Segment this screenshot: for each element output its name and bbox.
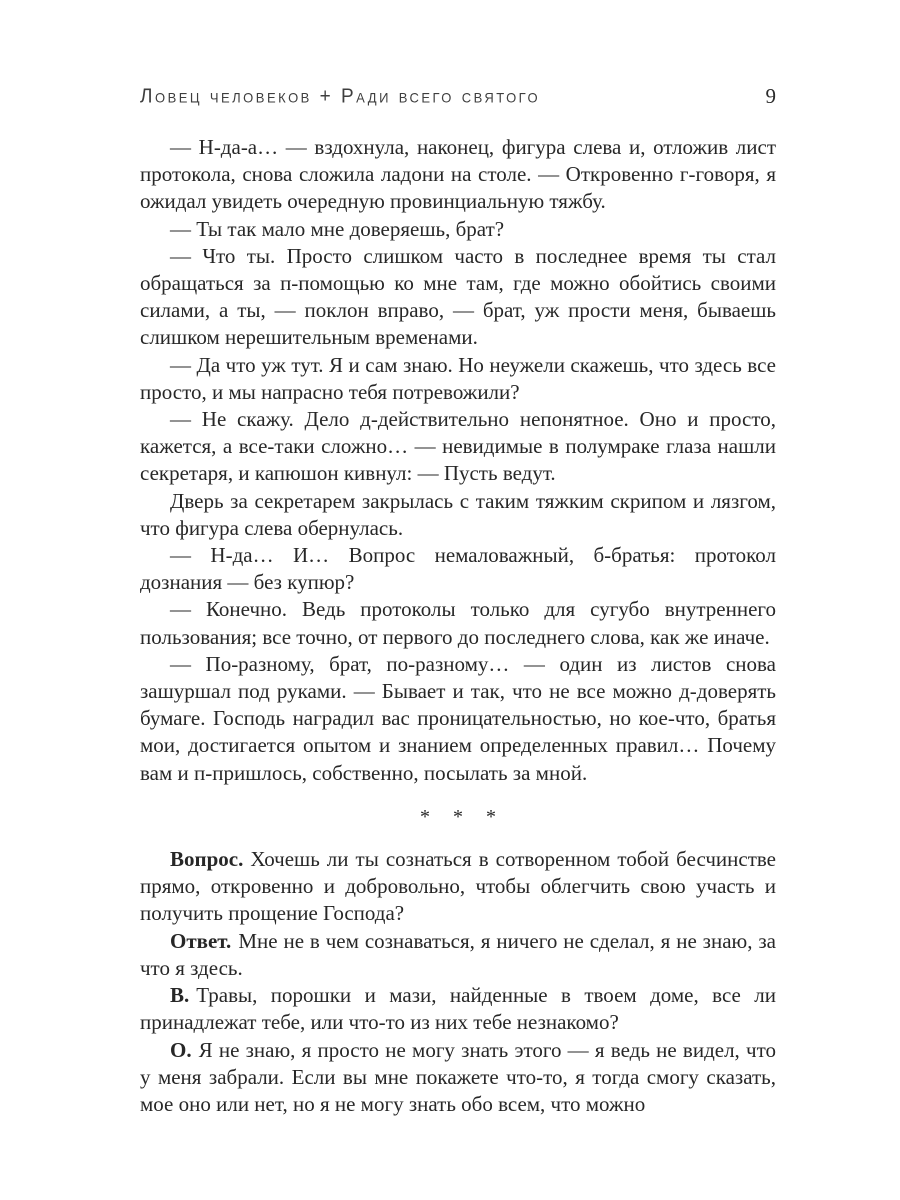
paragraph-text: Я не знаю, я просто не могу знать этого — я ведь не видел, что у меня забрали. Если вы мне покажете что-то, я тогда смогу сказать, мое оно или нет, но я не могу знать обо всем, что можно [140,1037,776,1116]
paragraph-text: — По-разному, брат, по-разному… — один из листов снова зашуршал под руками. — Бывает и так, что не все можно д-доверять бумаге. Господь наградил вас проницательностью, но кое-что, братья мои, достигается опытом и знанием определенных правил… Почему вам и п-пришлось, собственно, посылать за мной. [140,651,776,785]
speaker-label: В. [170,983,190,1008]
speaker-label: Вопрос. [170,847,244,872]
page-number: 9 [765,84,776,108]
paragraph-text: Хочешь ли ты сознаться в сотворенном тобой бесчинстве прямо, откровенно и добровольно, чтобы облегчить свою участь и получить прощение Господа? [140,847,776,926]
paragraph [140,596,776,650]
page-body [140,134,776,1118]
qa-paragraph [140,846,776,928]
paragraph [140,216,776,243]
dialogue-section [140,134,776,787]
interrogation-section [140,846,776,1118]
paragraph-text: Травы, порошки и мази, найденные в твоем доме, все ли принадлежат тебе, или что-то из них тебе незнакомо? [140,983,776,1035]
paragraph [140,243,776,352]
paragraph-text: — Конечно. Ведь протоколы только для сугубо внутреннего пользования; все точно, от первого до последнего слова, как же иначе. [140,597,776,649]
paragraph [140,406,776,488]
running-header [140,84,776,109]
paragraph [140,134,776,216]
paragraph [140,651,776,787]
paragraph-text: — Да что уж тут. Я и сам знаю. Но неужели скажешь, что здесь все просто, и мы напрасно тебя потревожили? [140,352,776,404]
paragraph-text: — Ты так мало мне доверяешь, брат? [170,216,505,241]
paragraph-text: — Что ты. Просто слишком часто в последнее время ты стал обращаться за п-помощью ко мне там, где можно обойтись своими силами, а ты, — поклон вправо, — брат, уж прости меня, бываешь слишком нерешительным временами. [140,243,776,350]
qa-paragraph [140,928,776,982]
paragraph [140,542,776,596]
qa-paragraph [140,982,776,1036]
paragraph-text: — Не скажу. Дело д-действительно непонятное. Оно и просто, кажется, а все-таки сложно… — невидимые в полумраке глаза нашли секретаря, и капюшон кивнул: — Пусть ведут. [140,407,776,486]
chapter-title: Ловец человеков + Ради всего святого [140,85,541,108]
qa-paragraph [140,1037,776,1119]
paragraph [140,488,776,542]
paragraph-text: Дверь за секретарем закрылась с таким тяжким скрипом и лязгом, что фигура слева обернулась. [140,488,776,540]
speaker-label: Ответ. [170,928,232,953]
speaker-label: О. [170,1037,192,1062]
paragraph-text: Мне не в чем сознаваться, я ничего не сделал, я не знаю, за что я здесь. [140,928,776,980]
paragraph [140,352,776,406]
section-separator: * * * [420,805,496,828]
paragraph-text: — Н-да… И… Вопрос немаловажный, б-братья: протокол дознания — без купюр? [140,543,776,595]
paragraph-text: — Н-да-а… — вздохнула, наконец, фигура слева и, отложив лист протокола, снова сложила ладони на столе. — Откровенно г-говоря, я ожидал увидеть очередную провинциальную тяжбу. [140,135,776,214]
